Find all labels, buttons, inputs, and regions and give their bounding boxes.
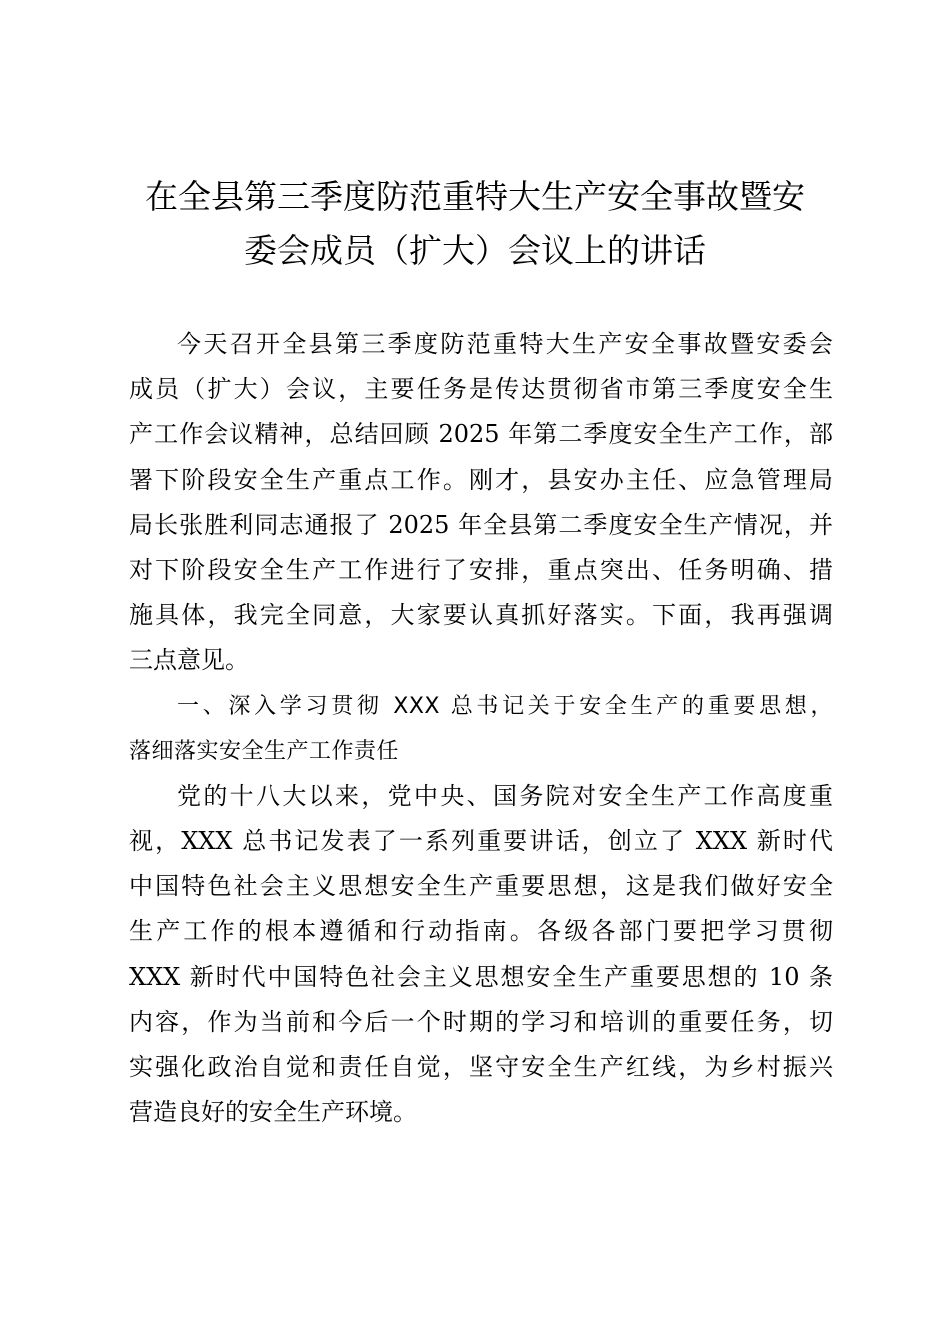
document-title <box>100 170 850 278</box>
paragraph-line: 三点意见。 <box>129 646 249 675</box>
intro-paragraph <box>129 322 833 684</box>
section-paragraph <box>129 774 833 1136</box>
document-body <box>129 322 833 1135</box>
paragraph-line: 成员（扩大）会议，主要任务是传达贯彻省市第三季度安全生 <box>129 375 833 404</box>
paragraph-line: 实强化政治自觉和责任自觉，坚守安全生产红线，为乡村振兴 <box>129 1053 833 1081</box>
paragraph-line: 视，XXX 总书记发表了一系列重要讲话，创立了 XXX 新时代 <box>129 827 833 856</box>
paragraph-line: 内容，作为当前和今后一个时期的学习和培训的重要任务，切 <box>129 1007 833 1036</box>
title-line: 委会成员（扩大）会议上的讲话 <box>244 231 706 270</box>
paragraph-line: 局长张胜利同志通报了 2025 年全县第二季度安全生产情况，并 <box>129 510 833 539</box>
paragraph-line: 施具体，我完全同意，大家要认真抓好落实。下面，我再强调 <box>129 601 833 630</box>
paragraph-line: 中国特色社会主义思想安全生产重要思想，这是我们做好安全 <box>129 872 833 901</box>
paragraph-line: 产工作会议精神，总结回顾 2025 年第二季度安全生产工作，部 <box>129 420 833 449</box>
heading-line: 一、深入学习贯彻 XXX 总书记关于安全生产的重要思想， <box>177 693 833 719</box>
paragraph-line: 党的十八大以来，党中央、国务院对安全生产工作高度重 <box>177 781 833 810</box>
title-line: 在全县第三季度防范重特大生产安全事故暨安 <box>145 177 805 216</box>
heading-line: 落细落实安全生产工作责任 <box>129 738 400 764</box>
paragraph-line: XXX 新时代中国特色社会主义思想安全生产重要思想的 10 条 <box>129 962 833 991</box>
paragraph-line: 对下阶段安全生产工作进行了安排，重点突出、任务明确、措 <box>129 555 833 584</box>
paragraph-line: 署下阶段安全生产重点工作。刚才，县安办主任、应急管理局 <box>129 465 833 494</box>
paragraph-line: 今天召开全县第三季度防范重特大生产安全事故暨安委会 <box>177 330 833 358</box>
paragraph-line: 营造良好的安全生产环境。 <box>129 1098 417 1127</box>
section-heading <box>129 684 833 774</box>
paragraph-line: 生产工作的根本遵循和行动指南。各级各部门要把学习贯彻 <box>129 917 833 946</box>
